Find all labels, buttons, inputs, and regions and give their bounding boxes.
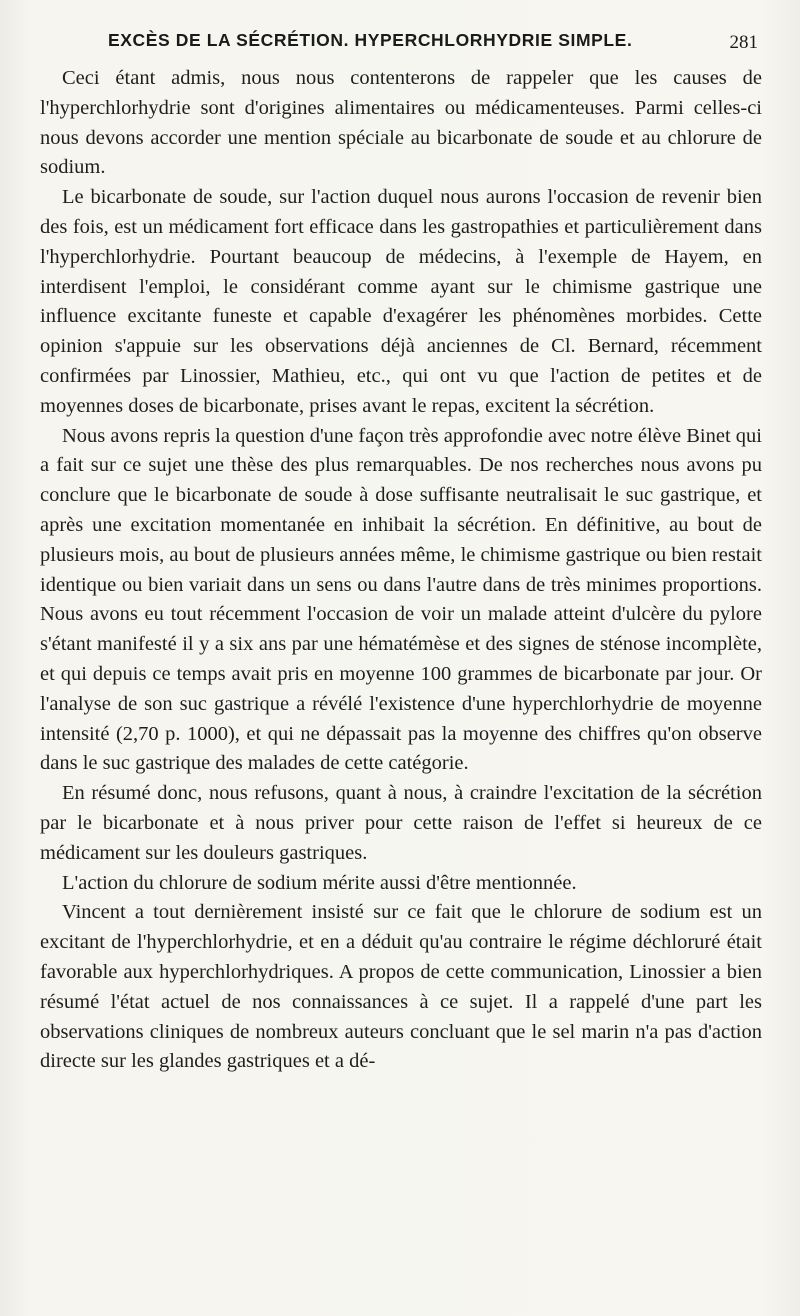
paragraph: L'action du chlorure de sodium mérite aussi d'être mentionnée. — [62, 871, 577, 894]
body-text — [40, 64, 762, 1077]
running-title: EXCÈS DE LA SÉCRÉTION. HYPERCHLORHYDRIE SIMPLE. — [108, 30, 633, 50]
page-number: 281 — [729, 32, 758, 53]
paragraph: En résumé donc, nous refusons, quant à nous, à craindre l'excitation de la sécrétion par le bicarbonate et à nous priver pour cette raison de l'effet si heureux de ce médicament sur les douleurs gastriques. — [40, 782, 762, 864]
paragraph: Ceci étant admis, nous nous contenterons de rappeler que les causes de l'hyperchlorhydrie sont d'origines alimentaires ou médicamenteuses. Parmi celles-ci nous devons accorder une mention spéciale au bicarbonate de soude et au chlorure de sodium. — [40, 67, 762, 179]
page-header — [108, 30, 758, 60]
paragraph: Vincent a tout dernièrement insisté sur ce fait que le chlorure de sodium est un excitant de l'hyperchlorhydrie, et en a déduit qu'au contraire le régime déchloruré était favorable aux hyperchlorhydriques. A propos de cette communication, Linossier a bien résumé l'état actuel de nos connaissances à ce sujet. Il a rappelé d'une part les observations cliniques de nombreux auteurs concluant que le sel marin n'a pas d'action directe sur les glandes gastriques et a dé- — [40, 901, 762, 1073]
paragraph: Le bicarbonate de soude, sur l'action duquel nous aurons l'occasion de revenir bien des fois, est un médicament fort efficace dans les gastropathies et particulièrement dans l'hyperchlorhydrie. Pourtant beaucoup de médecins, à l'exemple de Hayem, en interdisent l'emploi, le considérant comme ayant sur le chimisme gastrique une influence excitante funeste et capable d'exagérer les phénomènes morbides. Cette opinion s'appuie sur les observations déjà anciennes de Cl. Bernard, récemment confirmées par Linossier, Mathieu, etc., qui ont vu que l'action de petites et de moyennes doses de bicarbonate, prises avant le repas, excitent la sécrétion. — [40, 186, 762, 417]
paragraph: Nous avons repris la question d'une façon très approfondie avec notre élève Binet qui a fait sur ce sujet une thèse des plus remarquables. De nos recherches nous avons pu conclure que le bicarbonate de soude à dose suffisante neutralisait le suc gastrique, et après une excitation momentanée en inhibait la sécrétion. En définitive, au bout de plusieurs mois, au bout de plusieurs années même, le chimisme gastrique ou bien restait identique ou bien variait dans un sens ou dans l'autre dans de très minimes proportions. Nous avons eu tout récemment l'occasion de voir un malade atteint d'ulcère du pylore s'étant manifesté il y a six ans par une hématémèse et des signes de sténose incomplète, et qui depuis ce temps avait pris en moyenne 100 grammes de bicarbonate par jour. Or l'analyse de son suc gastrique a révélé l'existence d'une hyperchlorhydrie de moyenne intensité (2,70 p. 1000), et qui ne dépassait pas la moyenne des chiffres qu'on observe dans le suc gastrique des malades de cette catégorie. — [40, 424, 762, 775]
